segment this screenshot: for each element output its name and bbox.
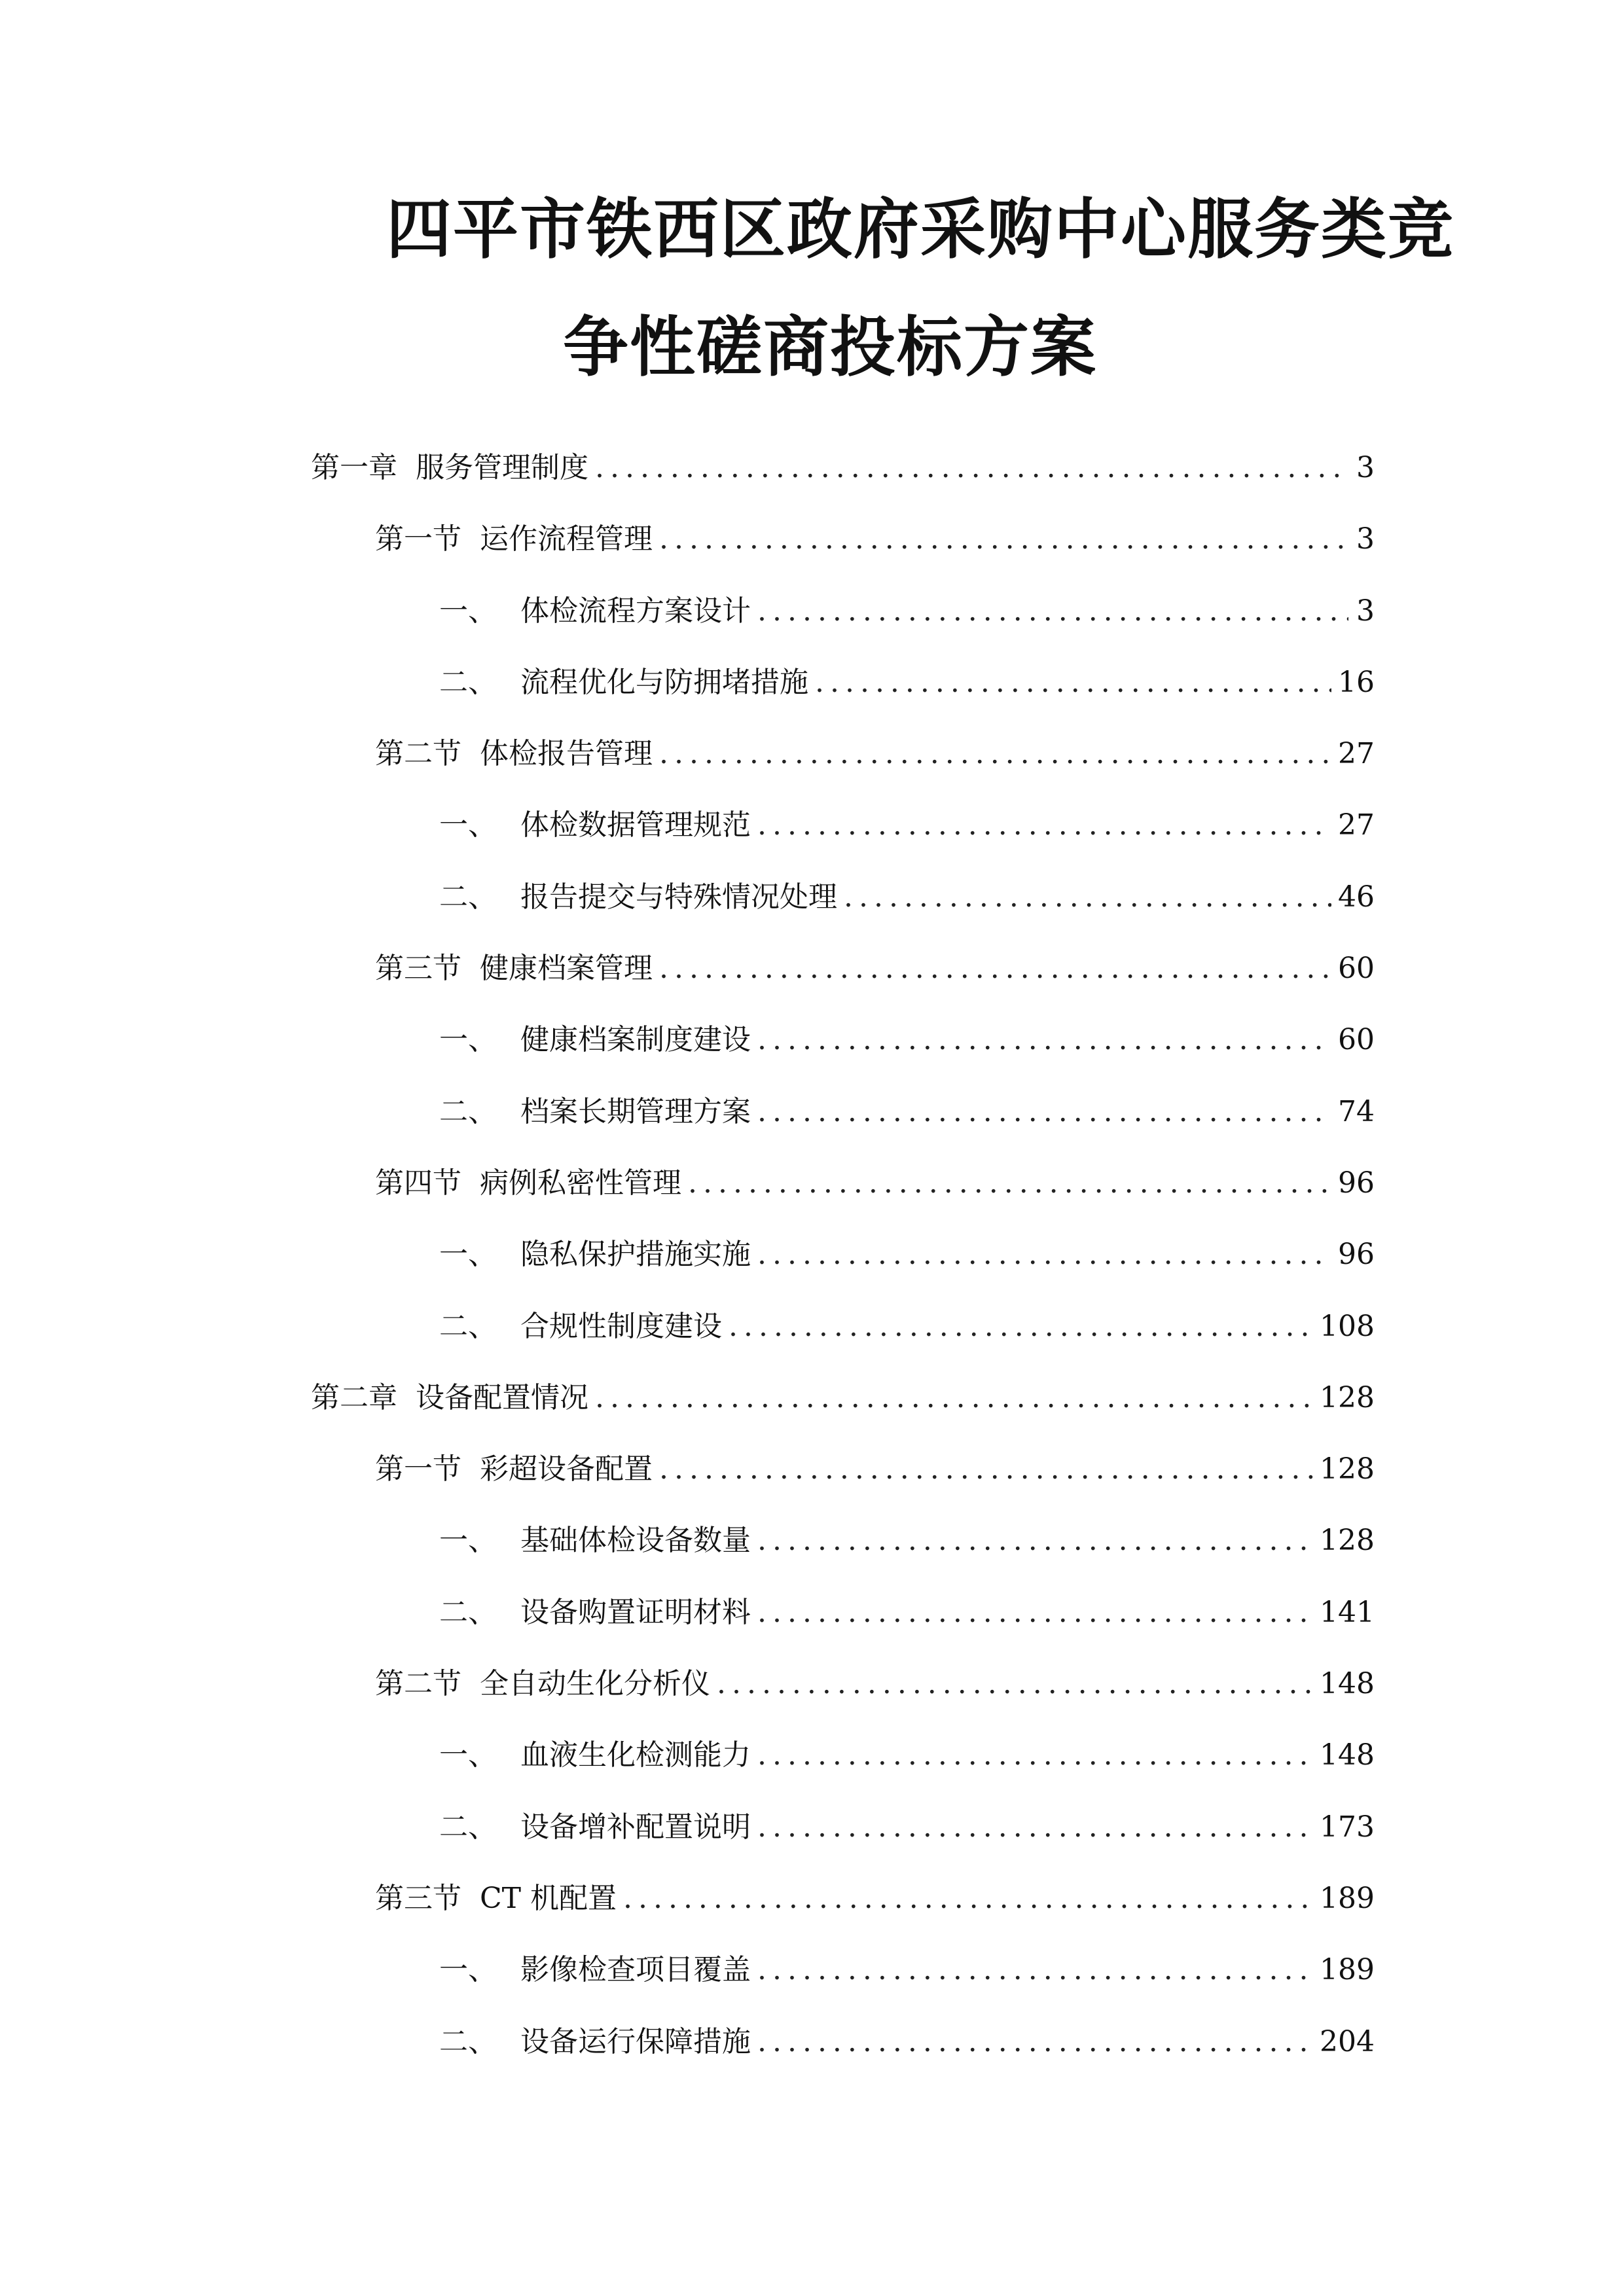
toc-entry[interactable] [311,1219,1375,1290]
toc-entry[interactable] [311,1719,1375,1791]
toc-leader-dots [844,861,1331,933]
toc-entry[interactable] [311,1934,1375,2005]
toc-entry-number: 一、 [439,1738,497,1772]
toc-entry-title: 设备运行保障措施 [520,2024,751,2058]
toc-leader-dots [623,1863,1313,1934]
toc-leader-dots [729,1291,1313,1362]
toc-entry-page: 128 [1320,1452,1375,1486]
toc-entry-title: 档案长期管理方案 [520,1094,751,1128]
toc-entry-title: 病例私密性管理 [480,1166,681,1200]
toc-entry-title: 运作流程管理 [480,522,653,556]
toc-entry-title: 流程优化与防拥堵措施 [520,665,808,699]
document-title [314,190,1454,386]
toc-leader-dots [595,432,1348,503]
toc-entry-number: 二、 [439,2024,497,2058]
toc-entry[interactable] [311,1362,1375,1433]
toc-entry-page: 96 [1338,1238,1375,1272]
toc-entry-page: 189 [1320,1953,1375,1987]
toc-entry[interactable] [311,1505,1375,1576]
toc-entry[interactable] [311,647,1375,718]
toc-entry-title: 基础体检设备数量 [520,1524,751,1558]
toc-entry-page: 148 [1320,1738,1375,1772]
toc-leader-dots [757,1505,1313,1576]
toc-entry[interactable] [311,1004,1375,1075]
toc-entry-number: 二、 [439,1595,497,1629]
toc-entry-page: 173 [1320,1810,1375,1844]
toc-entry[interactable] [311,2006,1375,2077]
toc-entry-title: 服务管理制度 [416,451,588,484]
toc-leader-dots [757,1719,1313,1791]
toc-entry[interactable] [311,503,1375,575]
toc-entry-page: 96 [1338,1166,1375,1200]
toc-entry-title: 健康档案管理 [480,952,653,986]
toc-entry-title: CT 机配置 [480,1881,617,1915]
toc-entry-page: 108 [1320,1309,1375,1343]
toc-entry-page: 128 [1320,1380,1375,1414]
toc-entry-number: 二、 [439,880,497,914]
toc-entry-number: 第二章 [311,1380,397,1414]
toc-entry-page: 16 [1338,665,1375,699]
toc-leader-dots [688,1147,1331,1219]
toc-leader-dots [757,1934,1313,2005]
toc-entry-number: 第三节 [375,1881,461,1915]
toc-entry-title: 影像检查项目覆盖 [520,1953,751,1987]
toc-leader-dots [659,1433,1313,1505]
toc-entry-page: 141 [1320,1595,1375,1629]
toc-entry[interactable] [311,1577,1375,1648]
toc-entry-number: 一、 [439,1953,497,1987]
toc-entry-number: 一、 [439,1238,497,1272]
toc-entry[interactable] [311,789,1375,861]
toc-entry-number: 第一章 [311,451,397,484]
toc-entry-title: 设备增补配置说明 [520,1810,751,1844]
toc-entry-number: 一、 [439,594,497,628]
toc-entry-title: 体检数据管理规范 [520,808,751,842]
toc-entry-number: 二、 [439,1309,497,1343]
toc-leader-dots [717,1648,1313,1719]
toc-entry-title: 设备配置情况 [416,1380,588,1414]
toc-leader-dots [757,2006,1313,2077]
toc-entry-page: 3 [1356,522,1375,556]
toc-entry-page: 27 [1338,737,1375,771]
toc-entry-number: 第二节 [375,737,461,771]
toc-entry-page: 74 [1338,1094,1375,1128]
toc-entry[interactable] [311,1863,1375,1934]
toc-entry[interactable] [311,1433,1375,1505]
toc-entry-number: 一、 [439,808,497,842]
toc-entry-page: 189 [1320,1881,1375,1915]
toc-entry-page: 27 [1338,808,1375,842]
toc-leader-dots [757,1004,1331,1075]
toc-entry-title: 报告提交与特殊情况处理 [520,880,837,914]
toc-entry-title: 体检报告管理 [480,737,653,771]
toc-entry[interactable] [311,1648,1375,1719]
toc-leader-dots [757,1791,1313,1863]
toc-entry-page: 204 [1320,2024,1375,2058]
toc-entry-title: 全自动生化分析仪 [480,1667,710,1701]
toc-entry-title: 健康档案制度建设 [520,1023,751,1057]
toc-entry-page: 3 [1356,451,1375,484]
toc-entry[interactable] [311,1291,1375,1362]
toc-entry-page: 3 [1356,594,1375,628]
toc-entry-title: 血液生化检测能力 [520,1738,751,1772]
toc-entry-number: 第四节 [375,1166,461,1200]
toc-entry-title: 隐私保护措施实施 [520,1238,751,1272]
toc-entry[interactable] [311,933,1375,1004]
toc-entry[interactable] [311,432,1375,503]
toc-leader-dots [757,789,1331,861]
toc-entry-number: 二、 [439,665,497,699]
toc-entry[interactable] [311,1147,1375,1219]
title-line-1: 四平市铁西区政府采购中心服务类竞 [386,190,1454,268]
toc-entry-title: 彩超设备配置 [480,1452,653,1486]
toc-entry-number: 二、 [439,1094,497,1128]
toc-entry-title: 体检流程方案设计 [520,594,751,628]
toc-entry-number: 第三节 [375,952,461,986]
table-of-contents [311,432,1375,2077]
toc-entry-number: 第一节 [375,522,461,556]
toc-entry-number: 第二节 [375,1667,461,1701]
toc-entry[interactable] [311,861,1375,933]
toc-leader-dots [659,503,1348,575]
toc-leader-dots [757,1219,1331,1290]
toc-entry-page: 148 [1320,1667,1375,1701]
toc-entry-number: 一、 [439,1524,497,1558]
toc-entry-page: 46 [1338,880,1375,914]
toc-leader-dots [757,1577,1313,1648]
toc-leader-dots [595,1362,1313,1433]
toc-leader-dots [659,718,1331,789]
toc-entry[interactable] [311,575,1375,647]
toc-leader-dots [815,647,1331,718]
toc-leader-dots [757,575,1348,647]
toc-entry[interactable] [311,1076,1375,1147]
toc-entry-number: 二、 [439,1810,497,1844]
toc-entry-number: 第一节 [375,1452,461,1486]
toc-entry[interactable] [311,1791,1375,1863]
toc-leader-dots [659,933,1331,1004]
toc-entry-page: 60 [1338,952,1375,986]
toc-entry-title: 合规性制度建设 [520,1309,722,1343]
toc-entry-page: 128 [1320,1524,1375,1558]
toc-entry-title: 设备购置证明材料 [520,1595,751,1629]
toc-entry-number: 一、 [439,1023,497,1057]
toc-leader-dots [757,1076,1331,1147]
toc-entry[interactable] [311,718,1375,789]
title-line-2: 争性磋商投标方案 [563,308,1097,386]
toc-entry-page: 60 [1338,1023,1375,1057]
